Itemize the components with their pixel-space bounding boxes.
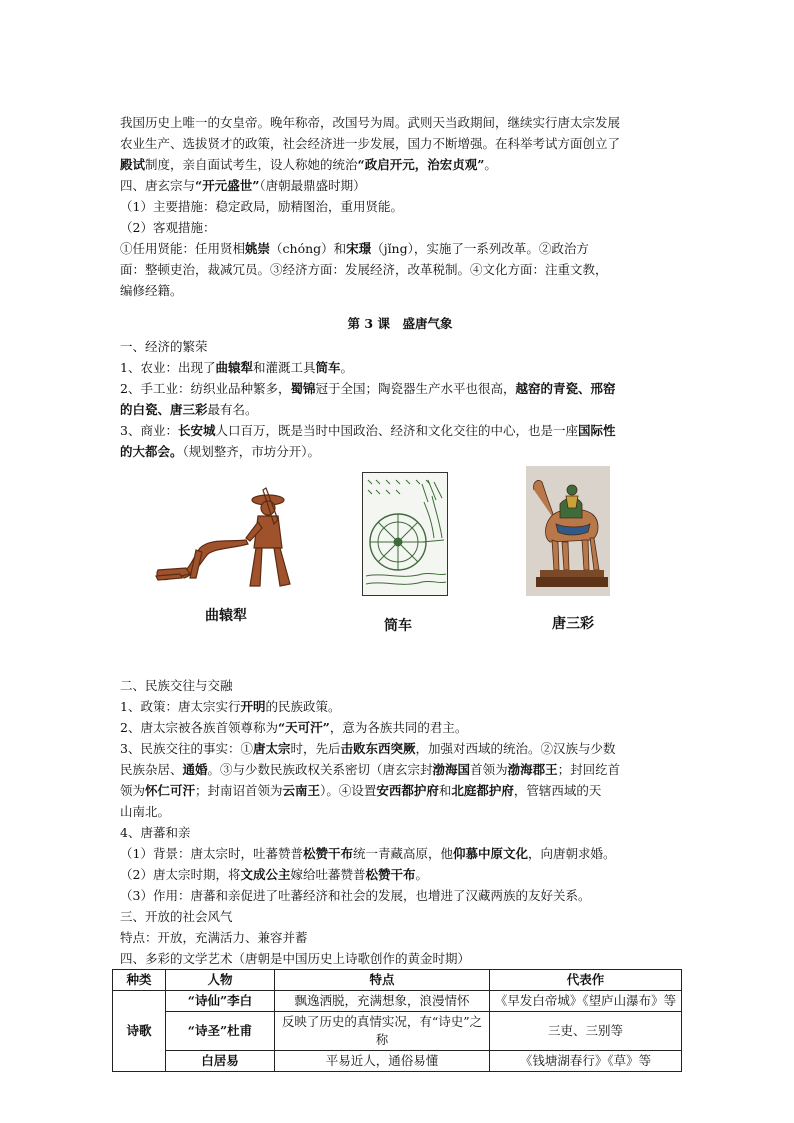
table-row: [113, 1012, 682, 1051]
bold-text: 长安城: [177, 423, 216, 438]
waterwheel-caption: 筒车: [384, 618, 412, 634]
ethnic-tiankehan: [120, 717, 680, 738]
bold-text: 开明: [240, 699, 266, 714]
text: 首领为: [470, 762, 508, 777]
text: 农业生产、选拔贤才的政策，社会经济进一步发展，国力不断增强。在科举考试方面创立了: [120, 136, 621, 151]
text: 我国历史上唯一的女皇帝。晚年称帝，改国号为周。武则天当政期间，继续实行唐太宗发展: [120, 115, 621, 130]
bold-text: 筒车: [315, 360, 341, 375]
text: 1、政策：唐太宗实行: [120, 699, 241, 714]
text: ；封南诏首领为: [195, 783, 283, 798]
ethnic-policy: [120, 696, 680, 717]
bold-text: 松赞干布: [302, 846, 353, 861]
text: （2）客观措施：: [120, 220, 216, 235]
bold-text: 文成公主: [240, 867, 291, 882]
text: 嫁给吐蕃赞普: [290, 867, 366, 882]
text: 二、民族交往与交融: [120, 678, 233, 693]
text: 统一青藏高原，他: [352, 846, 453, 861]
open-feature: [120, 927, 680, 948]
waterwheel-illustration: [362, 472, 448, 596]
text: ，加强对西域的统治。②汉族与少数: [415, 741, 616, 756]
text: ，意为各族共同的君主。: [329, 720, 468, 735]
text: 山南北。: [120, 804, 171, 819]
bold-text: 仰慕中原文化: [453, 846, 529, 861]
feature-cell: 平易近人，通俗易懂: [275, 1051, 490, 1072]
paragraph-line: [120, 154, 680, 175]
bold-text: 怀仁可汗: [145, 783, 196, 798]
text: （唐朝最鼎盛时期）: [259, 178, 366, 193]
poetry-table: [112, 969, 682, 1072]
text: 三、开放的社会风气: [120, 909, 233, 924]
text: （1）主要措施：稳定政局，励精图治，重用贤能。: [120, 199, 403, 214]
text: 4、唐蕃和亲: [120, 825, 191, 840]
text: ，管辖西域的天: [513, 783, 602, 798]
bold-text: 渤海郡王: [507, 762, 558, 777]
text: 。③与少数民族政权关系密切（唐玄宗封: [207, 762, 433, 777]
bold-text: 曲辕犁: [215, 360, 253, 375]
text: ，向唐朝求婚。: [528, 846, 616, 861]
section-title-open: [120, 906, 680, 927]
ethnic-heqin: [120, 822, 680, 843]
text: 1、农业：出现了: [120, 360, 216, 375]
works-cell: 《钱塘湖春行》《草》等: [490, 1051, 682, 1072]
text: 冠于全国；陶瓷器生产水平也很高，: [315, 381, 516, 396]
text: 和: [438, 783, 452, 798]
bold-text: 国际性: [577, 423, 616, 438]
table-row: [113, 1051, 682, 1072]
ethnic-facts-line2: [120, 759, 680, 780]
measure-3: [120, 238, 680, 259]
feature-cell: 反映了历史的真情实况，有“诗史”之称: [275, 1012, 490, 1051]
section-title-xuanzong: [120, 175, 680, 196]
text: ；封回纥首: [557, 762, 621, 777]
works-cell: 《早发白帝城》《望庐山瀑布》等: [490, 991, 682, 1012]
text: ①任用贤能：任用贤相: [120, 241, 246, 256]
paragraph-line: [120, 133, 680, 154]
text: 的民族政策。: [265, 699, 341, 714]
bold-text: 的白瓷、唐三彩: [120, 402, 208, 417]
section-title-ethnic: [120, 675, 680, 696]
text: 四、唐玄宗与: [120, 178, 196, 193]
bold-text: 通婚: [182, 762, 208, 777]
category-cell: 诗歌: [113, 991, 166, 1072]
text: 编修经籍。: [120, 283, 183, 298]
bold-text: 云南王: [282, 783, 321, 798]
text: 人口百万，既是当时中国政治、经济和文化交往的中心，也是一座: [215, 423, 578, 438]
heqin-background: [120, 843, 680, 864]
person-cell: 白居易: [166, 1051, 275, 1072]
econ-commerce-cont: [120, 441, 680, 462]
text: 四、多彩的文学艺术（唐朝是中国历史上诗歌创作的黄金时期）: [120, 951, 471, 966]
text: 领为: [120, 783, 146, 798]
bold-text: 宋璟: [346, 241, 372, 256]
text: 。: [415, 867, 429, 882]
text: ）。④设置: [320, 783, 377, 798]
paragraph-wu-zetian: [120, 112, 680, 133]
measure-1: [120, 196, 680, 217]
plow-caption: 曲辕犁: [205, 608, 247, 624]
figure-row: [120, 466, 680, 671]
table-header: 种类: [113, 970, 166, 991]
bold-text: “天可汗”: [277, 720, 330, 735]
text: 2、唐太宗被各族首领尊称为: [120, 720, 278, 735]
ethnic-facts-line4: [120, 801, 680, 822]
bold-text: “政启开元，治宏贞观”: [357, 157, 485, 172]
plow-illustration: [150, 478, 310, 598]
bold-text: 渤海国: [432, 762, 471, 777]
text: 面：整顿吏治，裁减冗员。③经济方面：发展经济，改革税制。④文化方面：注重文教，: [120, 262, 608, 277]
bold-text: 松赞干布: [365, 867, 416, 882]
bold-text: 北庭都护府: [451, 783, 514, 798]
bold-text: 安西都护府: [376, 783, 439, 798]
bold-text: 蜀锦: [290, 381, 316, 396]
econ-handicraft-cont: [120, 399, 680, 420]
table-header: 代表作: [490, 970, 682, 991]
heqin-event: [120, 864, 680, 885]
text: （3）作用：唐蕃和亲促进了吐蕃经济和社会的发展，也增进了汉藏两族的友好关系。: [120, 888, 591, 903]
bold-text: 击败东西突厥: [340, 741, 416, 756]
text: 2、手工业：纺织业品种繁多，: [120, 381, 291, 396]
table-header: 特点: [275, 970, 490, 991]
measure-2: [120, 217, 680, 238]
text: （jǐng），实施了一系列改革。②政治方: [371, 241, 589, 256]
text: （2）唐太宗时期，将: [120, 867, 241, 882]
table-header-row: [113, 970, 682, 991]
text: 一、经济的繁荣: [120, 339, 208, 354]
text: 制度，亲自面试考生，设人称她的统治: [145, 157, 358, 172]
text: 。: [484, 157, 497, 172]
text: 和灌溉工具: [252, 360, 316, 375]
person-cell: “诗仙”李白: [166, 991, 275, 1012]
text: 特点：开放，充满活力、兼容并蓄: [120, 930, 308, 945]
page-content: [120, 112, 680, 1072]
text: 民族杂居、: [120, 762, 183, 777]
table-row: [113, 991, 682, 1012]
section-title-literature: [120, 948, 680, 969]
bold-text: 越窑的青瓷、邢窑: [515, 381, 616, 396]
text: 。: [340, 360, 354, 375]
sancai-caption: 唐三彩: [552, 616, 594, 632]
feature-cell: 飘逸洒脱，充满想象，浪漫情怀: [275, 991, 490, 1012]
text: （chóng）和: [270, 241, 347, 256]
works-cell: 三吏、三别等: [490, 1012, 682, 1051]
text: 3、商业：: [120, 423, 178, 438]
econ-handicraft: [120, 378, 680, 399]
person-cell: “诗圣”杜甫: [166, 1012, 275, 1051]
bold-text: 殿试: [120, 157, 146, 172]
ethnic-facts: [120, 738, 680, 759]
text: （1）背景：唐太宗时，吐蕃赞普: [120, 846, 303, 861]
bold-text: 的大都会。: [120, 444, 183, 459]
econ-agriculture: [120, 357, 680, 378]
text: 时，先后: [290, 741, 341, 756]
ethnic-facts-line3: [120, 780, 680, 801]
table-header: 人物: [166, 970, 275, 991]
text: 最有名。: [207, 402, 258, 417]
econ-commerce: [120, 420, 680, 441]
bold-text: 姚崇: [245, 241, 271, 256]
heqin-effect: [120, 885, 680, 906]
lesson-title: 第 3 课 盛唐气象: [347, 316, 453, 331]
text: （规划整齐，市坊分开）。: [182, 444, 321, 459]
tang-sancai-illustration: [526, 466, 610, 596]
section-title-economy: [120, 336, 680, 357]
measure-line: [120, 280, 680, 301]
text: 3、民族交往的事实：①: [120, 741, 253, 756]
bold-text: 唐太宗: [252, 741, 291, 756]
bold-text: “开元盛世”: [195, 178, 260, 193]
measure-line: [120, 259, 680, 280]
